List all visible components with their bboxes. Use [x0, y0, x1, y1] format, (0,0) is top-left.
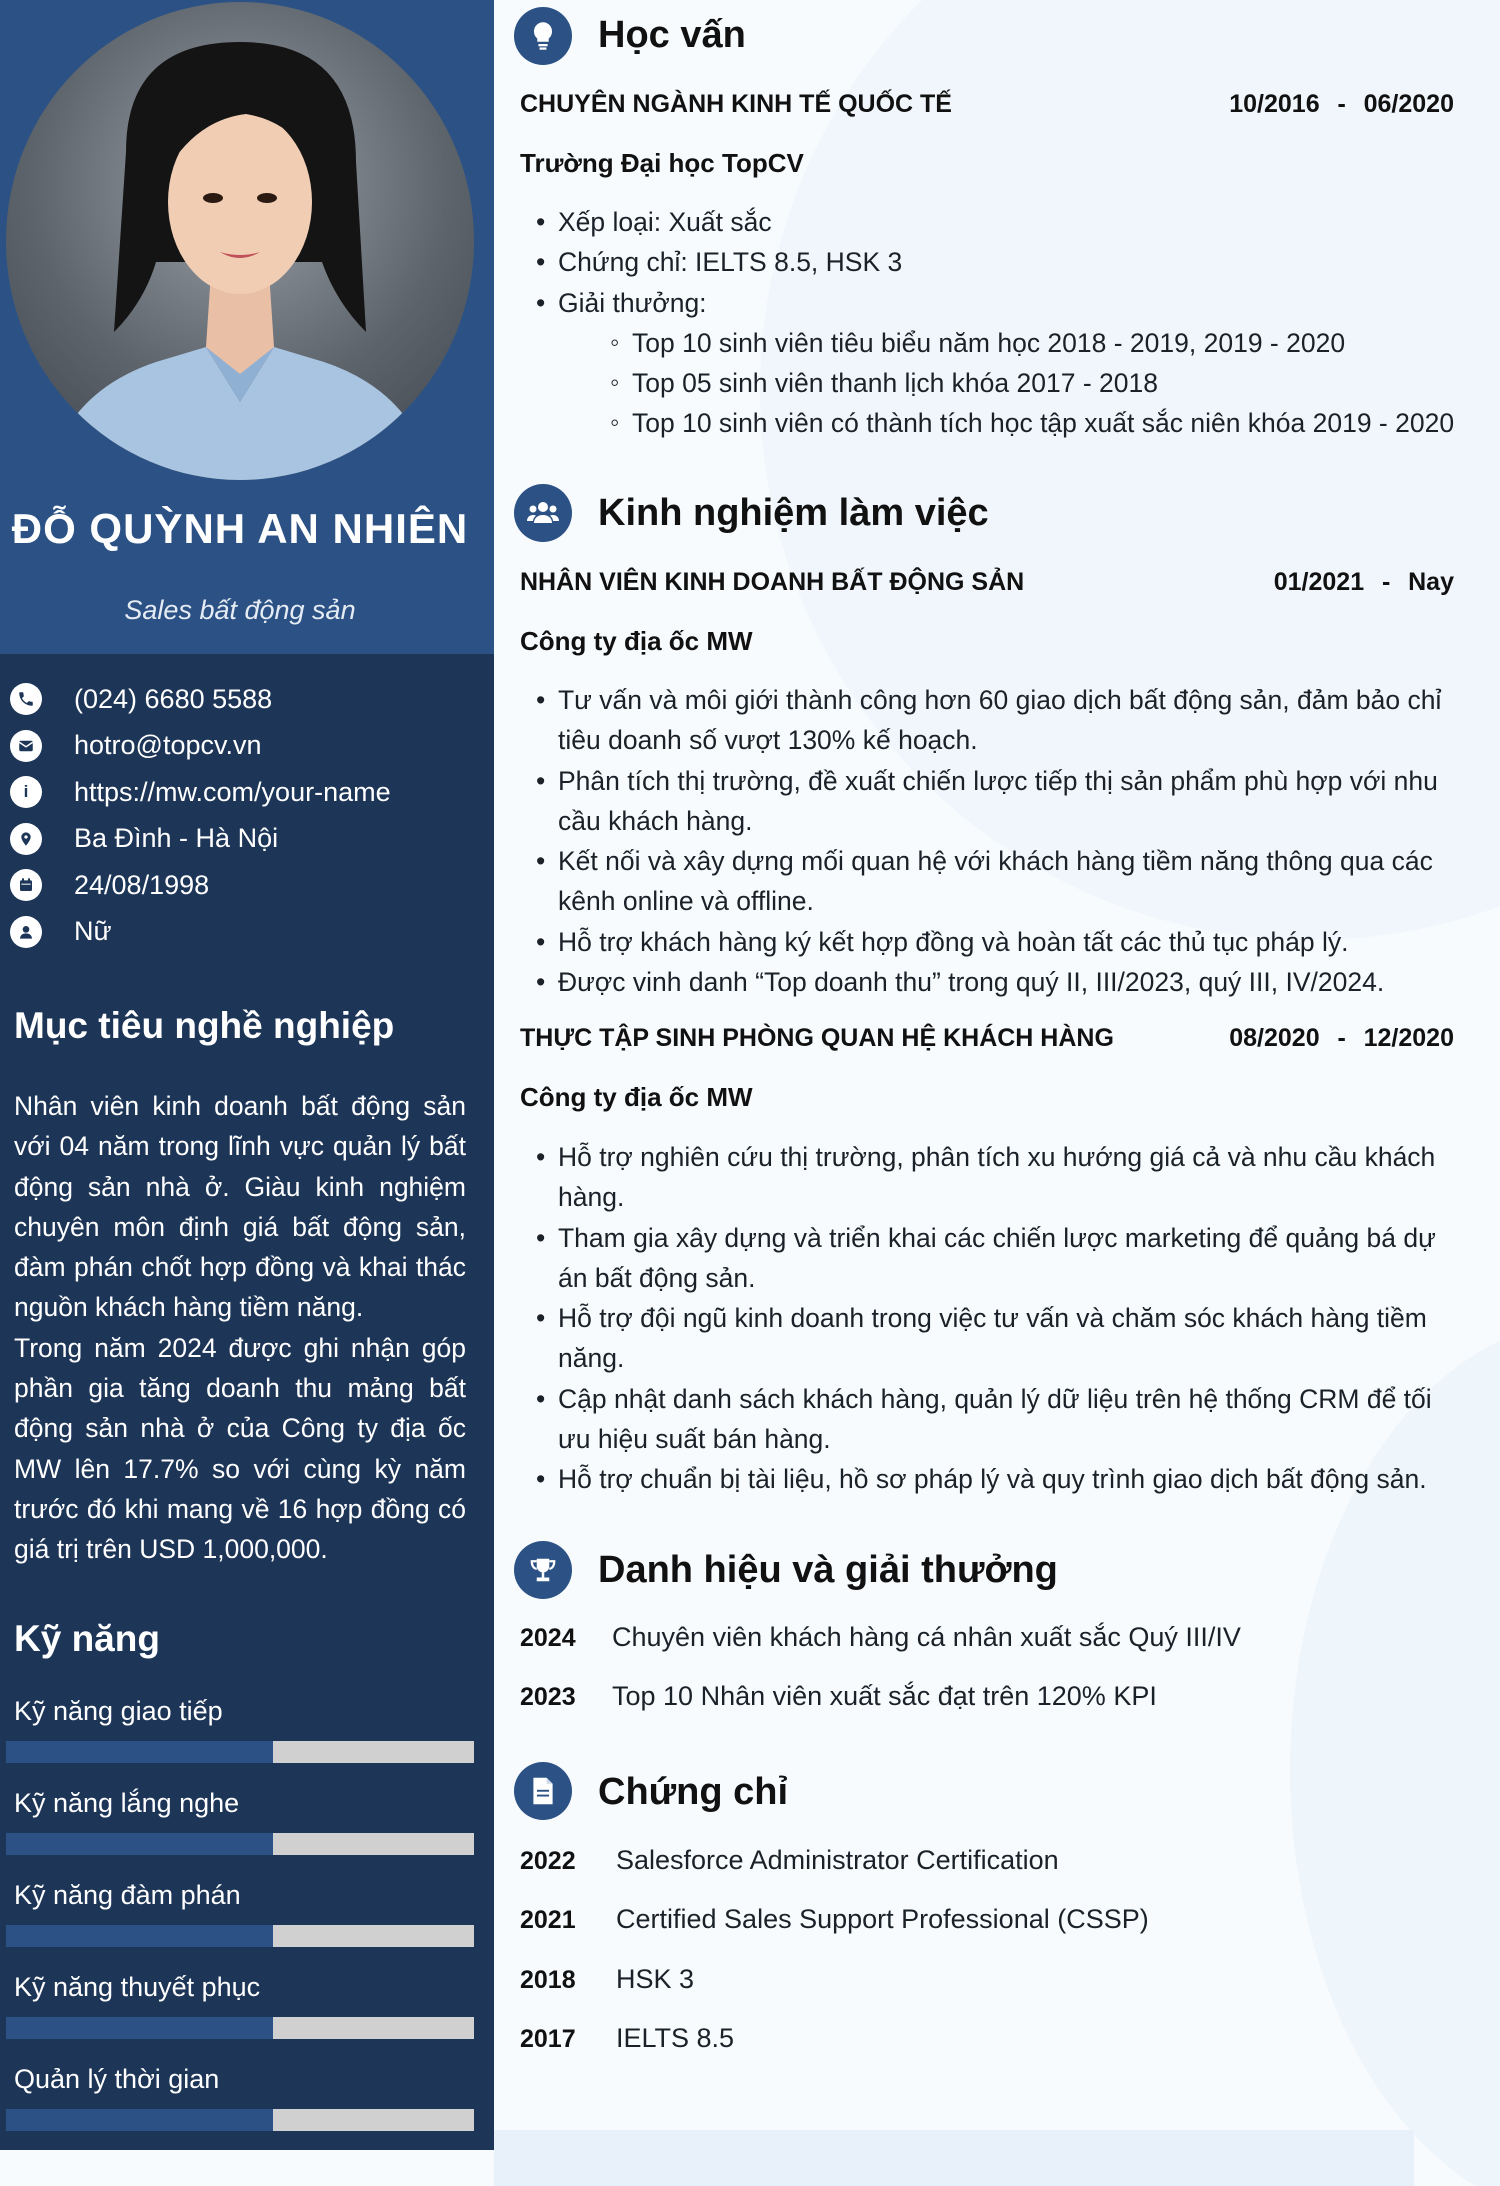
location-icon: [10, 823, 42, 855]
job-title: NHÂN VIÊN KINH DOANH BẤT ĐỘNG SẢN: [520, 568, 1025, 596]
skill-label: Kỹ năng giao tiếp: [14, 1696, 223, 1726]
award-year: 2024: [520, 1624, 576, 1652]
certificate-row: [520, 1904, 1149, 1935]
user-icon: [10, 916, 42, 948]
skill-bar: [6, 2017, 474, 2039]
education-dates: 10/2016 - 06/2020: [1229, 90, 1454, 118]
job-title: THỰC TẬP SINH PHÒNG QUAN HỆ KHÁCH HÀNG: [520, 1024, 1114, 1052]
lightbulb-icon: [514, 7, 572, 65]
list-item: • Tham gia xây dựng và triển khai các chiến lược marketing để quảng bá dự án bất động sản.: [536, 1218, 1466, 1299]
education-details: [536, 202, 1466, 444]
skill-item: [0, 2058, 494, 2150]
contact-text[interactable]: https://mw.com/your-name: [74, 776, 391, 807]
skill-item: [0, 1690, 494, 1782]
contact-list: [10, 676, 480, 955]
skill-bar-fill: [6, 1925, 273, 1947]
main-content: [494, 0, 1500, 2186]
list-item: • Phân tích thị trường, đề xuất chiến lược tiếp thị sản phẩm phù hợp với nhu cầu khách hàng.: [536, 761, 1466, 842]
award-item: ◦ Top 05 sinh viên thanh lịch khóa 2017 - 2018: [536, 363, 1466, 403]
date-start: 01/2021: [1273, 568, 1365, 596]
contact-website: [10, 769, 480, 816]
document-icon: [514, 1762, 572, 1820]
job-dates: 01/2021 - Nay: [1273, 568, 1454, 596]
certificates-heading: Chứng chỉ: [598, 1771, 789, 1813]
skill-bar: [6, 1741, 474, 1763]
skill-bar: [6, 1833, 474, 1855]
contact-gender: [10, 909, 480, 956]
education-major: CHUYÊN NGÀNH KINH TẾ QUỐC TẾ: [520, 90, 952, 118]
date-end: Nay: [1408, 568, 1454, 596]
goal-paragraph: Nhân viên kinh doanh bất động sản với 04 năm trong lĩnh vực quản lý bất động sản nhà ở. Giàu kinh nghiệm chuyên môn định giá bất động sản, đàm phán chốt hợp đồng và khai thác nguồn khách hàng tiềm năng.: [14, 1091, 466, 1323]
date-start: 08/2020: [1229, 1024, 1320, 1052]
certificate-row: [520, 1964, 694, 1995]
contact-text: Ba Đình - Hà Nội: [74, 823, 279, 854]
skill-label: Kỹ năng đàm phán: [14, 1880, 241, 1910]
phone-icon: [10, 683, 42, 715]
skill-bar: [6, 1925, 474, 1947]
skill-label: Kỹ năng thuyết phục: [14, 1972, 261, 2002]
list-item: • Giải thưởng:: [536, 283, 1466, 323]
sidebar: [0, 0, 494, 2150]
certificate-row: [520, 2023, 734, 2054]
education-heading: Học vấn: [598, 14, 746, 56]
contact-text: 24/08/1998: [74, 869, 210, 900]
candidate-role: Sales bất động sản: [124, 595, 356, 625]
skill-bar-fill: [6, 2017, 273, 2039]
list-item: • Hỗ trợ đội ngũ kinh doanh trong việc tư vấn và chăm sóc khách hàng tiềm năng.: [536, 1298, 1466, 1379]
certificate-text: Salesforce Administrator Certification: [616, 1845, 1059, 1875]
skills-heading: Kỹ năng: [14, 1618, 160, 1659]
email-icon: [10, 730, 42, 762]
certificate-year: 2021: [520, 1906, 576, 1934]
list-item: • Kết nối và xây dựng mối quan hệ với khách hàng tiềm năng thông qua các kênh online và offline.: [536, 841, 1466, 922]
award-item: ◦ Top 10 sinh viên tiêu biểu năm học 2018 - 2019, 2019 - 2020: [536, 323, 1466, 363]
list-item: • Cập nhật danh sách khách hàng, quản lý dữ liệu trên hệ thống CRM để tối ưu hiệu suất bán hàng.: [536, 1379, 1466, 1460]
contact-text: Nữ: [74, 916, 112, 947]
list-item: • Hỗ trợ khách hàng ký kết hợp đồng và hoàn tất các thủ tục pháp lý.: [536, 922, 1466, 962]
award-text: Top 10 Nhân viên xuất sắc đạt trên 120% KPI: [612, 1681, 1157, 1711]
career-goal-text: [14, 1086, 466, 1570]
awards-heading: Danh hiệu và giải thưởng: [598, 1549, 1058, 1591]
certificate-year: 2018: [520, 1966, 576, 1994]
list-item: • Tư vấn và môi giới thành công hơn 60 giao dịch bất động sản, đảm bảo chỉ tiêu doanh số vượt 130% kế hoạch.: [536, 680, 1466, 761]
contact-address: [10, 816, 480, 863]
skill-item: [0, 1966, 494, 2058]
skill-bar-fill: [6, 1741, 273, 1763]
candidate-name: ĐỖ QUỲNH AN NHIÊN: [11, 505, 469, 552]
skill-bar-fill: [6, 1833, 273, 1855]
contact-birthday: [10, 862, 480, 909]
award-text: Chuyên viên khách hàng cá nhân xuất sắc Quý III/IV: [612, 1622, 1241, 1652]
skill-item: [0, 1782, 494, 1874]
certificate-year: 2022: [520, 1847, 576, 1875]
contact-text[interactable]: (024) 6680 5588: [74, 683, 273, 714]
experience-heading: Kinh nghiệm làm việc: [598, 492, 989, 534]
list-item: • Hỗ trợ nghiên cứu thị trường, phân tích xu hướng giá cả và nhu cầu khách hàng.: [536, 1137, 1466, 1218]
certificate-text: IELTS 8.5: [616, 2023, 735, 2053]
date-start: 10/2016: [1229, 90, 1320, 118]
career-goal-heading: Mục tiêu nghề nghiệp: [14, 1005, 395, 1046]
contact-email: [10, 723, 480, 770]
job-responsibilities: [536, 680, 1466, 1002]
date-end: 06/2020: [1363, 90, 1454, 118]
job-company: Công ty địa ốc MW: [520, 626, 753, 656]
award-item: ◦ Top 10 sinh viên có thành tích học tập xuất sắc niên khóa 2019 - 2020: [536, 403, 1466, 443]
job-responsibilities: [536, 1137, 1466, 1500]
info-icon: i: [10, 776, 42, 808]
list-item: • Chứng chỉ: IELTS 8.5, HSK 3: [536, 242, 1466, 282]
skill-item: [0, 1874, 494, 1966]
award-row: [520, 1681, 1157, 1712]
certificate-text: HSK 3: [616, 1964, 695, 1994]
list-item: • Được vinh danh “Top doanh thu” trong quý II, III/2023, quý III, IV/2024.: [536, 962, 1466, 1002]
trophy-icon: [514, 1541, 572, 1599]
skill-bar-fill: [6, 2109, 273, 2131]
education-school: Trường Đại học TopCV: [520, 148, 804, 178]
team-icon: [514, 484, 572, 542]
contact-phone: [10, 676, 480, 723]
goal-paragraph: Trong năm 2024 được ghi nhận góp phần gia tăng doanh thu mảng bất động sản nhà ở của Công ty địa ốc MW lên 17.7% so với cùng kỳ năm trước đó khi mang về 16 hợp đồng có giá trị trên USD 1,000,000.: [14, 1332, 466, 1565]
profile-header: [0, 0, 494, 654]
contact-text[interactable]: hotro@topcv.vn: [74, 730, 262, 761]
job-dates: 08/2020 - 12/2020: [1229, 1024, 1454, 1052]
list-item: • Xếp loại: Xuất sắc: [536, 202, 1466, 242]
date-end: 12/2020: [1363, 1024, 1454, 1052]
certificate-year: 2017: [520, 2025, 576, 2053]
calendar-icon: [10, 869, 42, 901]
certificate-text: Certified Sales Support Professional (CSSP): [616, 1904, 1149, 1934]
skill-bar: [6, 2109, 474, 2131]
job-company: Công ty địa ốc MW: [520, 1082, 753, 1112]
skill-label: Quản lý thời gian: [14, 2064, 220, 2094]
skill-label: Kỹ năng lắng nghe: [14, 1788, 240, 1818]
award-row: [520, 1622, 1241, 1653]
certificate-row: [520, 1845, 1059, 1876]
list-item: • Hỗ trợ chuẩn bị tài liệu, hồ sơ pháp lý và quy trình giao dịch bất động sản.: [536, 1459, 1466, 1499]
skills-list: [0, 1690, 494, 2150]
avatar: [6, 2, 474, 480]
award-year: 2023: [520, 1683, 576, 1711]
